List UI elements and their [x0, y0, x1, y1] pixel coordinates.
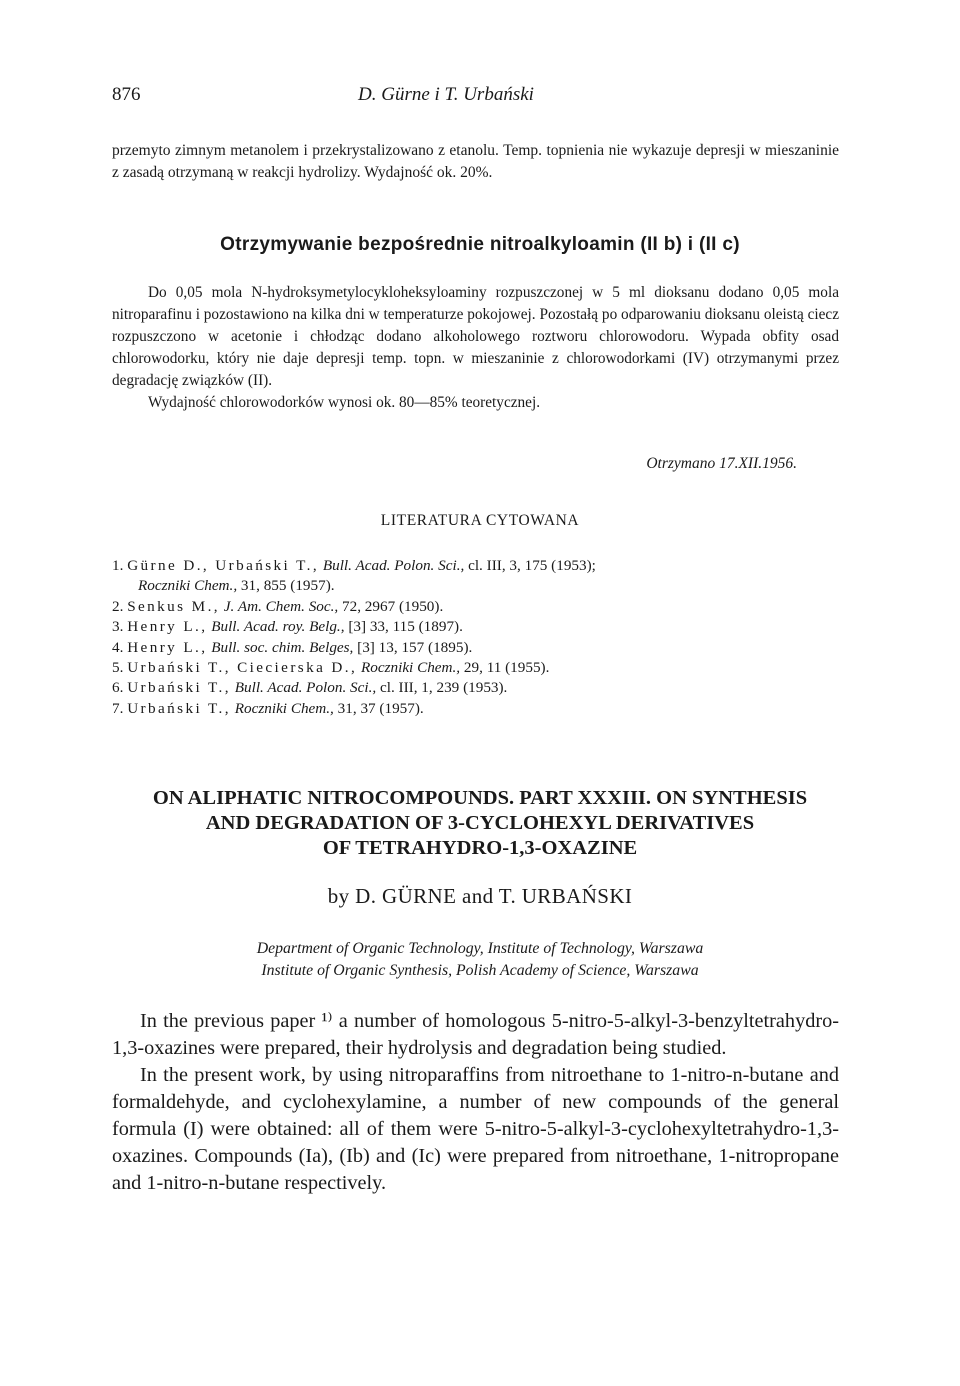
- reference-journal: Roczniki Chem.,: [138, 577, 238, 595]
- affiliation-line: Department of Organic Technology, Institute of Technology, Warszawa: [256, 940, 704, 957]
- title-line: ON ALIPHATIC NITROCOMPOUNDS. PART XXXIII. ON SYNTHESIS: [152, 787, 808, 809]
- page-number: 876: [112, 84, 141, 105]
- reference-details: 29, 11 (1955).: [463, 659, 550, 677]
- affiliation: [0, 938, 960, 982]
- reference-details: 72, 2967 (1950).: [342, 597, 444, 615]
- reference-authors: Urbański T.,: [127, 679, 231, 697]
- running-title: D. Gürne i T. Urbański: [358, 84, 534, 105]
- reference-number: 3.: [112, 618, 124, 636]
- reference-authors: Urbański T.,: [127, 699, 231, 717]
- reference-number: 7.: [112, 699, 124, 717]
- reference-authors: Urbański T., Ciecierska D.,: [127, 659, 358, 677]
- reference-journal: Bull. Acad. Polon. Sci.,: [322, 557, 465, 574]
- title-line: OF TETRAHYDRO-1,3-OXAZINE: [322, 837, 638, 859]
- experimental-body: [112, 282, 839, 414]
- affiliation-line: Institute of Organic Synthesis, Polish Academy of Science, Warszawa: [261, 962, 699, 979]
- reference-item: [112, 699, 847, 719]
- byline: by D. GÜRNE and T. URBAŃSKI: [327, 884, 633, 908]
- reference-journal: Bull. Acad. roy. Belg.,: [211, 618, 345, 636]
- reference-journal: Bull. soc. chim. Belges,: [211, 638, 354, 656]
- reference-item: [112, 556, 847, 576]
- reference-details: 31, 855 (1957).: [240, 577, 335, 595]
- english-paragraph: In the present work, by using nitroparaffins from nitroethane to 1-nitro-n-butane and formaldehyde, and cyclohexylamine, a number of new compounds of the general formula (I) were obtained: all of them were 5-nitro-5-alkyl-3-cyclohexyltetrahydro-1,3-oxazines. Compounds (Ia), (Ib) and (Ic) were prepared from nitroethane, 1-nitropropane and 1-nitro-n-butane respectively.: [112, 1064, 839, 1194]
- reference-details: 31, 37 (1957).: [337, 699, 424, 717]
- reference-item: [112, 658, 847, 678]
- reference-item: [112, 617, 847, 637]
- title-line: AND DEGRADATION OF 3-CYCLOHEXYL DERIVATIVES: [205, 812, 755, 834]
- section-heading: Otrzymywanie bezpośrednie nitroalkyloamin (II b) i (II c): [220, 234, 740, 255]
- english-body: [112, 1008, 839, 1197]
- reference-journal: Roczniki Chem.,: [360, 659, 461, 677]
- reference-journal: J. Am. Chem. Soc.,: [223, 597, 339, 615]
- reference-number: 6.: [112, 679, 124, 697]
- reference-journal: Bull. Acad. Polon. Sci.,: [234, 679, 377, 697]
- reference-details: [3] 33, 115 (1897).: [348, 618, 463, 636]
- reference-number: 1.: [112, 557, 124, 574]
- page-header: [112, 84, 847, 114]
- reference-details: cl. III, 3, 175 (1953);: [468, 557, 596, 574]
- references-list: [112, 556, 847, 719]
- top-paragraph: przemyto zimnym metanolem i przekrystalizowano z etanolu. Temp. topnienia nie wykazuje depresji w mieszaninie z zasadą otrzymaną w reakcji hydrolizy. Wydajność ok. 20%.: [112, 142, 839, 181]
- body-paragraph: Do 0,05 mola N-hydroksymetylocykloheksyloaminy rozpuszczonej w 5 ml dioksanu dodano 0,05 mola nitroparafinu i pozostawiono na kilka dni w temperaturze pokojowej. Pozostałą po odparowaniu dioksanu oleistą ciecz rozpuszczono w acetonie i chłodząc dodano alkoholowego roztworu chlorowodoru. Wypada obfity osad chlorowodorku, który nie daje depresji temp. topn. w mieszaninie z chlorowodorkami (IV) otrzymanymi przez degradację związków (II).: [112, 284, 839, 389]
- reference-number: 5.: [112, 659, 124, 677]
- received-date: Otrzymano 17.XII.1956.: [646, 455, 797, 472]
- reference-details: [3] 13, 157 (1895).: [357, 638, 473, 656]
- reference-authors: Senkus M.,: [127, 597, 220, 615]
- reference-item: [112, 638, 847, 658]
- reference-authors: Henry L.,: [127, 638, 208, 656]
- reference-number: 2.: [112, 597, 124, 615]
- reference-journal: Roczniki Chem.,: [234, 699, 334, 717]
- yield-paragraph: Wydajność chlorowodorków wynosi ok. 80—85% teoretycznej.: [148, 394, 541, 411]
- reference-number: 4.: [112, 638, 124, 656]
- reference-item: [112, 597, 847, 617]
- english-title: [0, 786, 960, 861]
- reference-authors: Gürne D., Urbański T.,: [127, 557, 320, 574]
- reference-authors: Henry L.,: [127, 618, 208, 636]
- english-paragraph: In the previous paper ¹⁾ a number of homologous 5-nitro-5-alkyl-3-benzyltetrahydro-1,3-oxazines were prepared, their hydrolysis and degradation being studied.: [112, 1010, 839, 1059]
- reference-continuation: [112, 576, 847, 596]
- reference-details: cl. III, 1, 239 (1953).: [379, 679, 508, 697]
- reference-item: [112, 678, 847, 698]
- literature-heading: LITERATURA CYTOWANA: [380, 512, 580, 529]
